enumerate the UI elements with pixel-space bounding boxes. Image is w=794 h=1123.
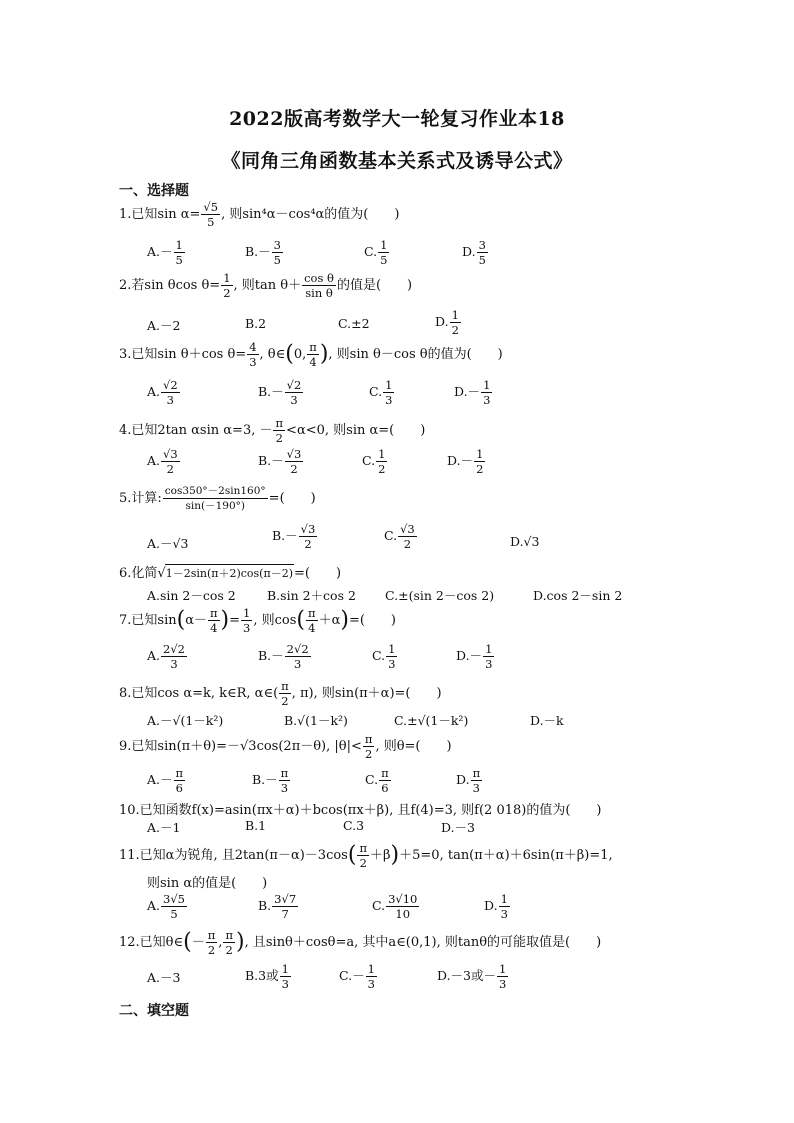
q1-option-d: D. $\frac{3}{5}$ xyxy=(462,238,486,267)
question-11: 11.已知α为锐角, 且2tan(π－α)－3cos( $\frac{\pi}{2}$ ＋β)＋5=0, tan(π＋α)＋6sin(π＋β)=1, xyxy=(119,841,613,870)
q5-option-d: D.√3 xyxy=(510,534,540,549)
q7-option-b: B.－ $\frac{2√2}{3}$ xyxy=(258,642,309,671)
q10-option-a: A.－1 xyxy=(147,820,181,835)
q3-option-b: B.－ $\frac{√2}{3}$ xyxy=(258,378,302,407)
q10-option-b: B.1 xyxy=(245,818,267,833)
q2-option-d: D. $\frac{1}{2}$ xyxy=(435,308,459,337)
q5-option-a: A.－√3 xyxy=(147,536,189,551)
q5-option-b: B.－ $\frac{√3}{2}$ xyxy=(272,522,316,551)
q8-option-a: A.－√(1－k²) xyxy=(147,713,224,728)
q12-option-b: B.3或 $\frac{1}{3}$ xyxy=(245,962,289,991)
question-10: 10.已知函数f(x)=asin(πx＋α)＋bcos(πx＋β), 且f(4)=3, 则f(2 018)的值为( ) xyxy=(119,803,602,818)
q4-option-c: C. $\frac{1}{2}$ xyxy=(362,447,386,476)
question-3: 3.已知sin θ＋cos θ= $\frac{4}{3}$ , θ∈(0, $\frac{\pi}{4}$ ), 则sin θ－cos θ的值为( ) xyxy=(119,340,503,369)
question-4: 4.已知2tan αsin α=3, － $\frac{\pi}{2}$ <α<0, 则sin α=( ) xyxy=(119,416,426,445)
section-heading-choice: 一、选择题 xyxy=(119,183,189,199)
q11-option-d: D. $\frac{1}{3}$ xyxy=(484,892,508,921)
q1-option-c: C. $\frac{1}{5}$ xyxy=(364,238,388,267)
question-11-line-2: 则sin α的值是( ) xyxy=(147,876,268,891)
q6-option-d: D.cos 2－sin 2 xyxy=(533,588,623,603)
section-heading-fill: 二、填空题 xyxy=(119,1003,189,1019)
question-8: 8.已知cos α=k, k∈R, α∈( $\frac{\pi}{2}$ , π), 则sin(π＋α)=( ) xyxy=(119,679,442,708)
q4-option-d: D.－ $\frac{1}{2}$ xyxy=(447,447,484,476)
q8-option-b: B.√(1－k²) xyxy=(284,713,348,728)
q8-option-d: D.－k xyxy=(530,713,564,728)
question-9: 9.已知sin(π＋θ)=－√3cos(2π－θ), |θ|< $\frac{\pi}{2}$ , 则θ=( ) xyxy=(119,732,452,761)
q7-option-d: D.－ $\frac{1}{3}$ xyxy=(456,642,493,671)
q4-option-a: A. $\frac{√3}{2}$ xyxy=(147,447,178,476)
q10-option-d: D.－3 xyxy=(441,820,476,835)
q11-option-a: A. $\frac{3√5}{5}$ xyxy=(147,892,185,921)
question-12: 12.已知θ∈(－ $\frac{\pi}{2}$ , $\frac{\pi}{2}$ ), 且sinθ＋cosθ=a, 其中a∈(0,1), 则tanθ的可能取值是( ) xyxy=(119,928,602,957)
q1-option-a: A.－ $\frac{1}{5}$ xyxy=(147,238,183,267)
q10-option-c: C.3 xyxy=(343,818,365,833)
q11-option-c: C. $\frac{3√10}{10}$ xyxy=(372,892,418,921)
q12-option-c: C.－ $\frac{1}{3}$ xyxy=(339,962,375,991)
q3-option-a: A. $\frac{√2}{3}$ xyxy=(147,378,178,407)
q9-option-d: D. $\frac{\pi}{3}$ xyxy=(456,766,481,795)
q9-option-b: B.－ $\frac{\pi}{3}$ xyxy=(252,766,289,795)
q9-option-a: A.－ $\frac{\pi}{6}$ xyxy=(147,766,184,795)
question-6: 6.化简√1－2sin(π＋2)cos(π－2)=( ) xyxy=(119,566,342,581)
q5-option-c: C. $\frac{√3}{2}$ xyxy=(384,522,415,551)
q12-option-a: A.－3 xyxy=(147,970,181,985)
q6-option-b: B.sin 2＋cos 2 xyxy=(267,588,356,603)
q2-option-a: A.－2 xyxy=(147,318,181,333)
q6-option-a: A.sin 2－cos 2 xyxy=(147,588,236,603)
q12-option-d: D.－3或－ $\frac{1}{3}$ xyxy=(437,962,507,991)
question-1: 1.已知sin α= $\frac{√5}{5}$ , 则sin⁴α－cos⁴α的值为( ) xyxy=(119,200,400,229)
q2-option-b: B.2 xyxy=(245,316,267,331)
question-2: 2.若sin θcos θ= $\frac{1}{2}$ , 则tan θ＋ $\frac{\text{cos θ}}{\text{sin θ}}$ 的值是( ) xyxy=(119,271,413,300)
q7-option-a: A. $\frac{2√2}{3}$ xyxy=(147,642,185,671)
q3-option-c: C. $\frac{1}{3}$ xyxy=(369,378,393,407)
question-5: 5.计算: $\frac{\cos 350^\circ-2\sin 160^\circ}{\sin(-190^\circ)}$ =( ) xyxy=(119,485,316,512)
q2-option-c: C.±2 xyxy=(338,316,370,331)
q8-option-c: C.±√(1－k²) xyxy=(394,713,469,728)
q11-option-b: B. $\frac{3√7}{7}$ xyxy=(258,892,297,921)
q7-option-c: C. $\frac{1}{3}$ xyxy=(372,642,396,671)
page-title: 2022版高考数学大一轮复习作业本18 xyxy=(229,108,565,130)
q9-option-c: C. $\frac{\pi}{6}$ xyxy=(365,766,389,795)
q1-option-b: B.－ $\frac{3}{5}$ xyxy=(245,238,281,267)
q3-option-d: D.－ $\frac{1}{3}$ xyxy=(454,378,491,407)
q6-option-c: C.±(sin 2－cos 2) xyxy=(385,588,495,603)
page-subtitle: 《同角三角函数基本关系式及诱导公式》 xyxy=(221,150,573,172)
q4-option-b: B.－ $\frac{√3}{2}$ xyxy=(258,447,302,476)
question-7: 7.已知sin(α－ $\frac{\pi}{4}$ )= $\frac{1}{3}$ , 则cos( $\frac{\pi}{4}$ ＋α)=( ) xyxy=(119,606,396,635)
